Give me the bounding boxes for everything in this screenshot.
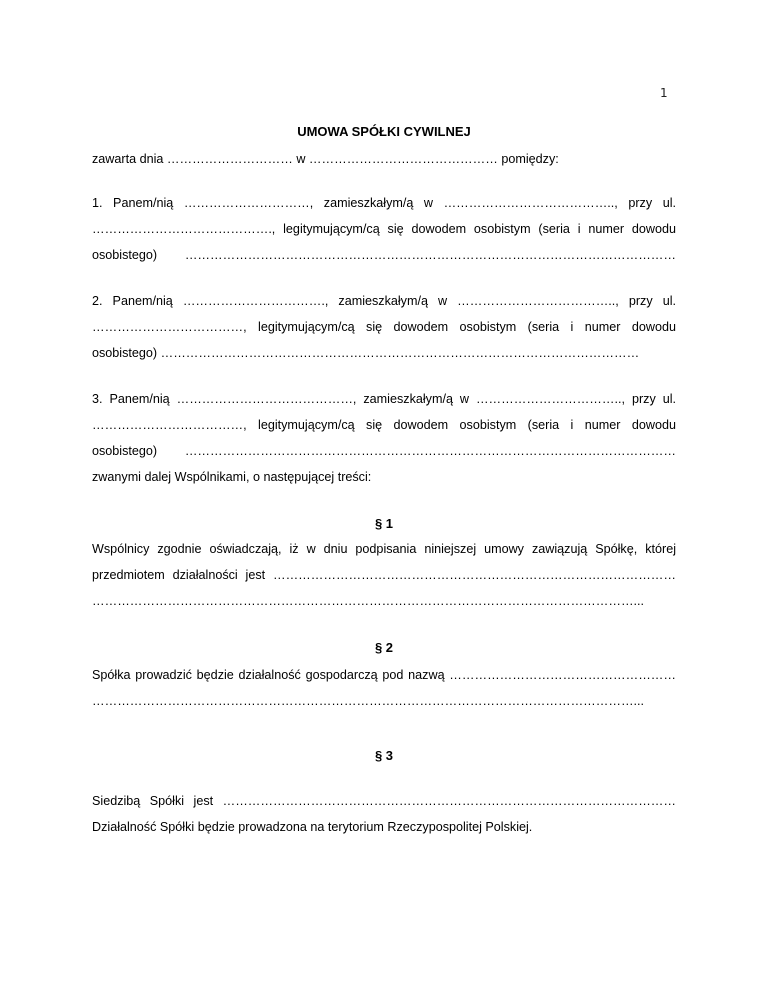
section-3-heading: § 3 — [374, 748, 394, 763]
section-3-line-2: Działalność Spółki będzie prowadzona na terytorium Rzeczypospolitej Polskiej. — [92, 820, 533, 834]
party-1-line-2: ……………………………………., legitymującym/cą się dowodem osobistym (seria i numer dowodu — [92, 222, 676, 236]
section-3-line-1: Siedzibą Spółki jest ……………………………………………………………………………………………… — [92, 794, 676, 808]
intro-text: zawarta dnia ………………………… w ……………………………………… pomiędzy: — [92, 152, 559, 166]
section-1-body — [92, 536, 676, 614]
section-1-line-3: …………………………………………………………………………………………………………………... — [92, 594, 645, 608]
section-2-line-2: …………………………………………………………………………………………………………………... — [92, 694, 645, 708]
closing-text: zwanymi dalej Wspólnikami, o następującej treści: — [92, 470, 372, 484]
section-1-line-2: przedmiotem działalności jest …………………………………………………………………………………… — [92, 568, 676, 582]
party-3-line-3: osobistego) ……………………………………………………………………………………………………… — [92, 444, 676, 458]
party-3-line-2: ………………………………, legitymującym/cą się dowodem osobistym (seria i numer dowodu — [92, 418, 676, 432]
party-3 — [92, 386, 676, 490]
party-2-line-2: ………………………………, legitymującym/cą się dowodem osobistym (seria i numer dowodu — [92, 320, 676, 334]
party-1 — [92, 190, 676, 268]
section-2-line-1: Spółka prowadzić będzie działalność gospodarczą pod nazwą ……………………………………………… — [92, 668, 676, 682]
section-2-heading: § 2 — [374, 640, 394, 655]
section-1-heading: § 1 — [374, 516, 394, 531]
page-number: 1 — [660, 86, 668, 100]
party-1-line-1: 1. Panem/nią …………………………, zamieszkałym/ą w ………………………………….., przy ul. — [92, 196, 676, 210]
party-3-line-1: 3. Panem/nią ……………………………………, zamieszkałym/ą w …………………………….., przy ul. — [92, 392, 676, 406]
section-2-body — [92, 662, 676, 714]
party-1-line-3: osobistego) ……………………………………………………………………………………………………… — [92, 248, 676, 262]
section-1-line-1: Wspólnicy zgodnie oświadczają, iż w dniu podpisania niniejszej umowy zawiązują Spółkę, której — [92, 542, 676, 556]
section-3-body — [92, 788, 676, 840]
intro-line — [92, 146, 676, 172]
document-title: UMOWA SPÓŁKI CYWILNEJ — [297, 124, 471, 139]
party-2 — [92, 288, 676, 366]
party-2-line-1: 2. Panem/nią ……………………………., zamieszkałym/ą w ……………………………….., przy ul. — [92, 294, 676, 308]
party-2-line-3: osobistego) …………………………………………………………………………………………………… — [92, 346, 640, 360]
